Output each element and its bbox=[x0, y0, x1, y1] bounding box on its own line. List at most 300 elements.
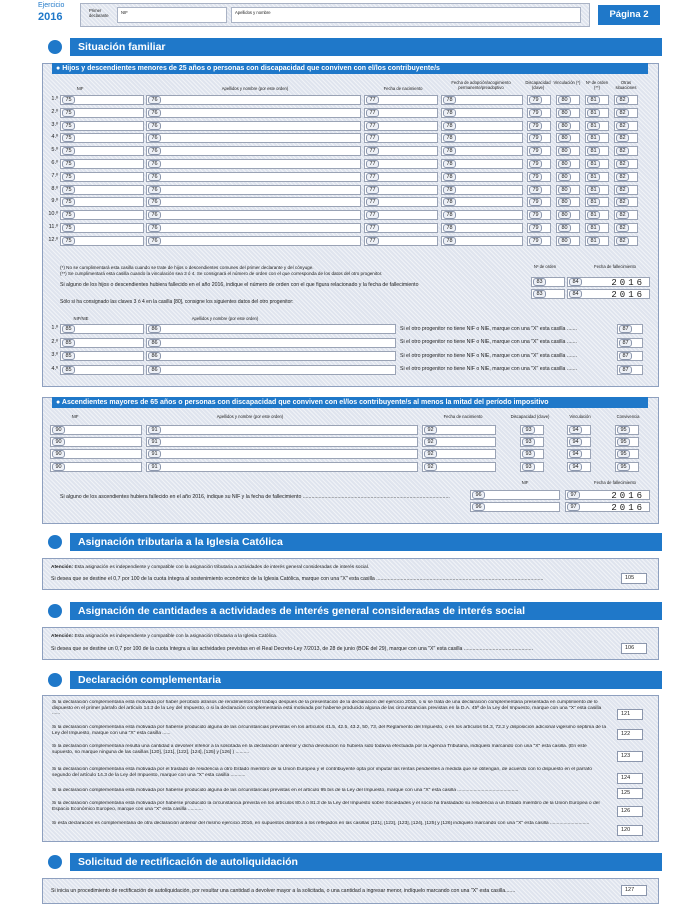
hijos-fallecido-text: Si alguno de los hijos o descendientes hubiera fallecido en el año 2016, indique el número de orden con el que figura relacionado y la fecha de fallecimiento bbox=[60, 282, 419, 288]
hijos-row-field[interactable] bbox=[527, 236, 551, 246]
otro-nif-field-code: 85 bbox=[62, 325, 75, 333]
asc-row-field-code: 95 bbox=[617, 450, 630, 458]
asc-row-field[interactable] bbox=[146, 462, 418, 472]
hijos-row-field[interactable] bbox=[585, 210, 609, 220]
hijos-row-field-code: 75 bbox=[62, 186, 75, 194]
col-apellidos: Apellidos y nombre (por este orden) bbox=[221, 86, 289, 91]
hijos-row-field-code: 80 bbox=[558, 109, 571, 117]
otro-apellidos-field[interactable] bbox=[146, 351, 396, 361]
hijos-row-field[interactable] bbox=[441, 197, 523, 207]
hijos-row-number: 4.º bbox=[51, 134, 58, 141]
hijos-row-field-code: 78 bbox=[443, 134, 456, 142]
complementaria-code: 126 bbox=[621, 808, 631, 814]
hijos-row-field-code: 75 bbox=[62, 160, 75, 168]
hijos-row-field[interactable] bbox=[556, 108, 580, 118]
header-nif-input[interactable]: NIF bbox=[117, 7, 227, 23]
hijos-row-field[interactable] bbox=[556, 185, 580, 195]
header-declarante-box bbox=[80, 3, 590, 27]
page-number: Página 2 bbox=[598, 5, 660, 25]
hijos-row-field[interactable] bbox=[60, 210, 144, 220]
otro-check-box[interactable] bbox=[617, 351, 643, 361]
otro-nif-field[interactable] bbox=[60, 351, 144, 361]
asc-row-field-code: 94 bbox=[569, 463, 582, 471]
hijos-row-field-code: 75 bbox=[62, 96, 75, 104]
hijos-row-field[interactable] bbox=[585, 133, 609, 143]
asc-col-disc: Discapacidad (clave) bbox=[510, 414, 550, 419]
hijos-row-field[interactable] bbox=[146, 223, 361, 233]
col-discapacidad: Discapacidad (clave) bbox=[525, 80, 551, 90]
hijos-row-field-code: 79 bbox=[529, 237, 542, 245]
hijos-row-field[interactable] bbox=[527, 185, 551, 195]
asc-row-field-code: 90 bbox=[52, 438, 65, 446]
hijos-row-field-code: 81 bbox=[587, 147, 600, 155]
asc-row-field-code: 90 bbox=[52, 463, 65, 471]
hijos-row-field[interactable] bbox=[585, 159, 609, 169]
hijos-row-field-code: 80 bbox=[558, 224, 571, 232]
hijos-row-field[interactable] bbox=[585, 172, 609, 182]
complementaria-checkbox[interactable] bbox=[617, 825, 643, 836]
hijos-row-field-code: 78 bbox=[443, 160, 456, 168]
hijos-row-field[interactable] bbox=[585, 236, 609, 246]
note-1: (*) No se cumplimentará esta casilla cuando se trate de hijos o descendientes comunes del primer declarante y del cónyuge. bbox=[60, 265, 314, 270]
hijos-row-field[interactable] bbox=[614, 236, 638, 246]
asc-row-field[interactable] bbox=[422, 462, 496, 472]
hijos-row-field[interactable] bbox=[364, 133, 438, 143]
asc-row-field[interactable] bbox=[615, 425, 639, 435]
asc-fallecido-text: Si alguno de los ascendientes hubiera fallecido en el año 2016, indique su NIF y la fecha de fallecimiento ...................................................................................................... bbox=[60, 494, 450, 500]
complementaria-text: Si la declaración complementaria está motivada por haberse producido alguna de las circunstancias previstas en el artículo 95 bis de la Ley del Impuesto, marque con una "X" esta casilla ............................................. bbox=[52, 788, 519, 793]
hijos-row-field-code: 81 bbox=[587, 134, 600, 142]
asc-row-field[interactable] bbox=[422, 437, 496, 447]
hijos-row-field[interactable] bbox=[146, 121, 361, 131]
hijos-title: ● Hijos y descendientes menores de 25 años o personas con discapacidad que conviven con el/los contribuyente/s bbox=[52, 63, 648, 74]
interes-checkbox[interactable]: 106 bbox=[621, 643, 647, 654]
hijos-row-field-code: 76 bbox=[148, 224, 161, 232]
hijos-row-field[interactable] bbox=[614, 223, 638, 233]
fecha-fall-label: Fecha de fallecimiento bbox=[594, 264, 636, 269]
hijos-row-field-code: 75 bbox=[62, 109, 75, 117]
asc-row-field-code: 92 bbox=[424, 450, 437, 458]
hijos-row-field[interactable] bbox=[146, 108, 361, 118]
complementaria-text: Si la declaración complementaria está motivada por haber percibido atrasos de rendimientos del trabajo después de la presentación de la declaración del ejercicio 2016, o si se trata de una declaración complementaria presentada en cumplimiento de lo dispuesto en el primer párrafo del artículo 14.3 de la Ley del Impuesto, o si la declaración complementaria está motivada por haberse producido alguna de las circunstancias previstas en la D.A. 45ª de la Ley del Impuesto, marque con una "X" esta casilla ...... bbox=[52, 700, 602, 717]
hijos-row-field[interactable] bbox=[614, 108, 638, 118]
hijos-row-field[interactable] bbox=[441, 108, 523, 118]
hijos-row-field[interactable] bbox=[146, 95, 361, 105]
hijos-row-field[interactable] bbox=[441, 185, 523, 195]
bullet-icon bbox=[48, 604, 62, 618]
asc-fall-nif[interactable] bbox=[470, 502, 560, 512]
hijos-row-field-code: 76 bbox=[148, 198, 161, 206]
hijos-row-field[interactable] bbox=[364, 223, 438, 233]
otro-row-number: 4.º bbox=[51, 365, 58, 372]
asc-row-field-code: 90 bbox=[52, 426, 65, 434]
hijos-row-field-code: 80 bbox=[558, 198, 571, 206]
hijos-row-field-code: 79 bbox=[529, 160, 542, 168]
asc-fall-fecha-code: 97 bbox=[567, 491, 580, 499]
hijos-row-number: 7.º bbox=[51, 172, 58, 179]
section-title: Situación familiar bbox=[70, 38, 662, 56]
otro-check-box[interactable] bbox=[617, 365, 643, 375]
hijos-row-field[interactable] bbox=[585, 95, 609, 105]
hijos-row-field-code: 78 bbox=[443, 211, 456, 219]
hijos-row-field[interactable] bbox=[527, 223, 551, 233]
hijos-row-field-code: 78 bbox=[443, 147, 456, 155]
hijos-row-field[interactable] bbox=[60, 95, 144, 105]
hijos-row-field[interactable] bbox=[364, 159, 438, 169]
section-title: Asignación tributaria a la Iglesia Católica bbox=[70, 533, 662, 551]
hijos-row-field[interactable] bbox=[441, 121, 523, 131]
hijos-row-field[interactable] bbox=[441, 159, 523, 169]
complementaria-checkbox[interactable] bbox=[617, 709, 643, 720]
hijos-row-field[interactable] bbox=[585, 185, 609, 195]
hijos-row-field-code: 75 bbox=[62, 147, 75, 155]
hijos-row-field-code: 81 bbox=[587, 211, 600, 219]
hijos-row-field-code: 78 bbox=[443, 109, 456, 117]
otro-check-text: Si el otro progenitor no tiene NIF o NIE, marque con una "X" esta casilla ....... bbox=[400, 325, 577, 332]
hijos-row-field[interactable] bbox=[441, 236, 523, 246]
ejercicio-label: Ejercicio bbox=[38, 2, 65, 9]
complementaria-code: 123 bbox=[621, 753, 631, 759]
hijos-row-field[interactable] bbox=[527, 108, 551, 118]
hijos-row-field[interactable] bbox=[441, 146, 523, 156]
hijos-row-field-code: 77 bbox=[366, 160, 379, 168]
hijos-row-field-code: 77 bbox=[366, 109, 379, 117]
hijos-row-field[interactable] bbox=[60, 133, 144, 143]
asc-row-field[interactable] bbox=[50, 437, 142, 447]
otro-nif-field-code: 85 bbox=[62, 352, 75, 360]
hijos-row-field[interactable] bbox=[60, 185, 144, 195]
hijos-row-field-code: 80 bbox=[558, 173, 571, 181]
asc-row-field[interactable] bbox=[520, 437, 544, 447]
hijos-row-field[interactable] bbox=[146, 133, 361, 143]
bullet-icon bbox=[48, 673, 62, 687]
hijos-row-field-code: 76 bbox=[148, 211, 161, 219]
otro-check-box-code: 87 bbox=[619, 366, 632, 374]
hijos-row-field[interactable] bbox=[527, 121, 551, 131]
otro-nif-field-code: 85 bbox=[62, 339, 75, 347]
otro-apellidos-field[interactable] bbox=[146, 365, 396, 375]
asc-fall-fecha-code: 97 bbox=[567, 503, 580, 511]
hijos-row-field[interactable] bbox=[614, 133, 638, 143]
interes-atencion: Atención: Esta asignación es independiente y compatible con la asignación tributaria a la Iglesia Católica. bbox=[51, 634, 278, 639]
asc-row-field-code: 94 bbox=[569, 426, 582, 434]
asc-row-field[interactable] bbox=[520, 449, 544, 459]
asc-fall-nif-label: NIF bbox=[521, 480, 529, 485]
hijos-row-field[interactable] bbox=[527, 172, 551, 182]
asc-row-field-code: 92 bbox=[424, 463, 437, 471]
section-rectificacion bbox=[48, 853, 662, 871]
asc-row-field[interactable] bbox=[50, 449, 142, 459]
hijos-row-field-code: 81 bbox=[587, 224, 600, 232]
hijos-row-field[interactable] bbox=[146, 210, 361, 220]
asc-fall-fecha[interactable] bbox=[565, 490, 650, 500]
asc-row-field-code: 91 bbox=[148, 438, 161, 446]
hijos-row-field[interactable] bbox=[441, 95, 523, 105]
hijos-row-field[interactable] bbox=[614, 159, 638, 169]
otro-nif-field[interactable] bbox=[60, 324, 144, 334]
otro-check-text: Si el otro progenitor no tiene NIF o NIE, marque con una "X" esta casilla ....... bbox=[400, 366, 577, 372]
hijos-row-field-code: 81 bbox=[587, 96, 600, 104]
hijos-row-field[interactable] bbox=[614, 210, 638, 220]
asc-fall-fecha[interactable] bbox=[565, 502, 650, 512]
hijos-row-field[interactable] bbox=[146, 185, 361, 195]
hijos-row-field[interactable] bbox=[556, 159, 580, 169]
hijos-row-field[interactable] bbox=[585, 108, 609, 118]
hijos-row-field-code: 82 bbox=[616, 224, 629, 232]
hijos-row-field[interactable] bbox=[527, 95, 551, 105]
asc-row-field[interactable] bbox=[615, 462, 639, 472]
otro-check-text: Si el otro progenitor no tiene NIF o NIE, marque con una "X" esta casilla ....... bbox=[400, 339, 577, 345]
asc-row-field[interactable] bbox=[567, 437, 591, 447]
asc-fall-fecha-label: Fecha de fallecimiento bbox=[594, 480, 636, 485]
hijos-row-field-code: 76 bbox=[148, 237, 161, 245]
otro-check-box[interactable] bbox=[617, 324, 643, 334]
section-iglesia bbox=[48, 533, 662, 551]
hijos-row-field[interactable] bbox=[60, 159, 144, 169]
asc-row-field[interactable] bbox=[422, 425, 496, 435]
complementaria-checkbox[interactable] bbox=[617, 788, 643, 799]
hijos-row-field[interactable] bbox=[364, 121, 438, 131]
hijos-row-field-code: 77 bbox=[366, 147, 379, 155]
asc-row-field[interactable] bbox=[422, 449, 496, 459]
note-2: (**) Se cumplimentará esta casilla cuando la vinculación sea 3 ó 4. Se consignará el número de orden con el que corresponda de los datos del otro progenitor. bbox=[60, 271, 383, 276]
hijos-fall-fecha[interactable] bbox=[567, 289, 650, 299]
hijos-row-field[interactable] bbox=[441, 172, 523, 182]
otro-apellidos-field[interactable] bbox=[146, 338, 396, 348]
otro-apellidos-field-code: 86 bbox=[148, 325, 161, 333]
asc-row-field[interactable] bbox=[50, 462, 142, 472]
hijos-row-field[interactable] bbox=[60, 223, 144, 233]
asc-row-field[interactable] bbox=[146, 425, 418, 435]
asc-row-field-code: 95 bbox=[617, 426, 630, 434]
hijos-fall-orden-code: 83 bbox=[533, 290, 546, 298]
asc-row-field[interactable] bbox=[520, 425, 544, 435]
asc-fall-nif[interactable] bbox=[470, 490, 560, 500]
bullet-icon bbox=[48, 855, 62, 869]
asc-row-field-code: 95 bbox=[617, 438, 630, 446]
iglesia-text: Si desea que se destine el 0,7 por 100 de la cuota íntegra al sostenimiento económico de la Iglesia Católica, marque con una "X" esta casilla .................................................................................................................... bbox=[51, 576, 544, 582]
rectificacion-checkbox[interactable]: 127 bbox=[621, 885, 647, 896]
asc-row-field-code: 94 bbox=[569, 450, 582, 458]
hijos-row-field-code: 81 bbox=[587, 186, 600, 194]
otro-check-box[interactable] bbox=[617, 338, 643, 348]
hijos-row-field[interactable] bbox=[556, 121, 580, 131]
complementaria-code: 121 bbox=[621, 711, 631, 717]
asc-row-field[interactable] bbox=[50, 425, 142, 435]
hijos-row-field[interactable] bbox=[614, 172, 638, 182]
hijos-row-field[interactable] bbox=[441, 133, 523, 143]
hijos-row-field[interactable] bbox=[614, 146, 638, 156]
asc-row-field[interactable] bbox=[146, 449, 418, 459]
hijos-row-field-code: 77 bbox=[366, 134, 379, 142]
hijos-row-field[interactable] bbox=[556, 210, 580, 220]
hijos-row-field-code: 78 bbox=[443, 96, 456, 104]
hijos-row-field-code: 80 bbox=[558, 237, 571, 245]
complementaria-text: Si la declaración complementaria resulta una cantidad a devolver inferior a la solicitada en la declaración anterior y dicha devolución no hubiera sido todavía efectuada por la Agencia Tributaria, indíquelo marcando con una "X" esta casilla. (En este supuesto, no marque ninguna de las casillas [120], [121], [122], [124], [125] y [126] ) .......... bbox=[52, 744, 587, 755]
hijos-row-field-code: 81 bbox=[587, 198, 600, 206]
asc-row-field-code: 93 bbox=[522, 463, 535, 471]
hijos-row-field[interactable] bbox=[527, 146, 551, 156]
hijos-row-field[interactable] bbox=[364, 197, 438, 207]
hijos-row-field-code: 81 bbox=[587, 122, 600, 130]
hijos-row-field-code: 78 bbox=[443, 122, 456, 130]
hijos-row-field[interactable] bbox=[60, 108, 144, 118]
hijos-row-field-code: 80 bbox=[558, 147, 571, 155]
hijos-row-field[interactable] bbox=[556, 236, 580, 246]
section-interes-social bbox=[48, 602, 662, 620]
hijos-row-field-code: 81 bbox=[587, 160, 600, 168]
asc-row-field[interactable] bbox=[146, 437, 418, 447]
hijos-row-field[interactable] bbox=[614, 121, 638, 131]
hijos-row-field[interactable] bbox=[556, 146, 580, 156]
hijos-row-field[interactable] bbox=[527, 159, 551, 169]
hijos-row-field[interactable] bbox=[585, 121, 609, 131]
asc-row-field-code: 90 bbox=[52, 450, 65, 458]
hijos-row-field[interactable] bbox=[60, 172, 144, 182]
hijos-row-field[interactable] bbox=[527, 133, 551, 143]
hijos-row-field[interactable] bbox=[614, 197, 638, 207]
hijos-row-field[interactable] bbox=[364, 185, 438, 195]
hijos-row-field[interactable] bbox=[441, 210, 523, 220]
ejercicio-year: 2016 bbox=[38, 11, 63, 23]
asc-row-field-code: 95 bbox=[617, 463, 630, 471]
hijos-row-field-code: 79 bbox=[529, 109, 542, 117]
hijos-row-field-code: 82 bbox=[616, 109, 629, 117]
asc-row-field-code: 92 bbox=[424, 426, 437, 434]
hijos-row-field[interactable] bbox=[556, 133, 580, 143]
otro-progenitor-text: Sólo si ha consignado las claves 3 ó 4 en la casilla [80], consigne los siguientes datos del otro progenitor: bbox=[60, 299, 294, 305]
hijos-row-field[interactable] bbox=[364, 108, 438, 118]
interes-panel bbox=[42, 627, 659, 660]
otro-apellidos-field-code: 86 bbox=[148, 339, 161, 347]
hijos-row-field-code: 82 bbox=[616, 147, 629, 155]
hijos-row-field[interactable] bbox=[614, 185, 638, 195]
hijos-row-field-code: 77 bbox=[366, 122, 379, 130]
hijos-row-field[interactable] bbox=[60, 197, 144, 207]
otro-check-text: Si el otro progenitor no tiene NIF o NIE, marque con una "X" esta casilla ....... bbox=[400, 352, 577, 359]
hijos-row-field-code: 79 bbox=[529, 96, 542, 104]
hijos-row-number: 12.º bbox=[48, 236, 58, 243]
hijos-row-field[interactable] bbox=[364, 210, 438, 220]
hijos-row-field[interactable] bbox=[146, 197, 361, 207]
hijos-row-field-code: 79 bbox=[529, 147, 542, 155]
complementaria-code: 120 bbox=[621, 827, 631, 833]
hijos-row-field[interactable] bbox=[585, 146, 609, 156]
hijos-row-field[interactable] bbox=[60, 236, 144, 246]
hijos-row-field-code: 79 bbox=[529, 186, 542, 194]
primer-declarante-label: Primer declarante bbox=[89, 8, 109, 18]
asc-row-field-code: 93 bbox=[522, 426, 535, 434]
hijos-row-field-code: 82 bbox=[616, 96, 629, 104]
asc-fall-year: 2016 bbox=[611, 503, 645, 513]
hijos-row-field-code: 82 bbox=[616, 198, 629, 206]
hijos-row-field[interactable] bbox=[364, 236, 438, 246]
hijos-row-field[interactable] bbox=[146, 146, 361, 156]
col-orden: Nº de orden (**) bbox=[585, 80, 609, 90]
complementaria-checkbox[interactable] bbox=[617, 773, 643, 784]
otro-apellidos-field-code: 86 bbox=[148, 352, 161, 360]
complementaria-checkbox[interactable] bbox=[617, 729, 643, 740]
hijos-row-field-code: 79 bbox=[529, 211, 542, 219]
hijos-fall-orden[interactable] bbox=[531, 289, 565, 299]
complementaria-code: 125 bbox=[621, 790, 631, 796]
hijos-row-field[interactable] bbox=[364, 146, 438, 156]
hijos-fall-orden[interactable] bbox=[531, 277, 565, 287]
hijos-row-field[interactable] bbox=[527, 210, 551, 220]
asc-row-field[interactable] bbox=[567, 462, 591, 472]
otro-nif-field[interactable] bbox=[60, 338, 144, 348]
hijos-row-number: 5.º bbox=[51, 147, 58, 154]
hijos-row-field[interactable] bbox=[585, 197, 609, 207]
hijos-row-field[interactable] bbox=[585, 223, 609, 233]
hijos-row-field[interactable] bbox=[146, 159, 361, 169]
section-complementaria bbox=[48, 671, 662, 689]
asc-row-field[interactable] bbox=[615, 437, 639, 447]
hijos-row-field[interactable] bbox=[527, 197, 551, 207]
section-title: Asignación de cantidades a actividades de interés general consideradas de interés social bbox=[70, 602, 662, 620]
asc-row-field[interactable] bbox=[615, 449, 639, 459]
complementaria-checkbox[interactable] bbox=[617, 751, 643, 762]
hijos-row-field-code: 78 bbox=[443, 237, 456, 245]
asc-row-field-code: 92 bbox=[424, 438, 437, 446]
otro-row-number: 3.º bbox=[51, 352, 58, 358]
asc-row-field-code: 91 bbox=[148, 450, 161, 458]
hijos-fall-fecha[interactable] bbox=[567, 277, 650, 287]
hijos-row-field-code: 75 bbox=[62, 224, 75, 232]
otro-row-number: 2.º bbox=[51, 338, 58, 345]
hijos-row-field-code: 75 bbox=[62, 134, 75, 142]
hijos-row-field-code: 79 bbox=[529, 134, 542, 142]
hijos-row-field[interactable] bbox=[556, 223, 580, 233]
hijos-row-field[interactable] bbox=[614, 95, 638, 105]
asc-row-field-code: 91 bbox=[148, 426, 161, 434]
asc-row-field-code: 91 bbox=[148, 463, 161, 471]
hijos-row-field[interactable] bbox=[60, 121, 144, 131]
hijos-row-field-code: 81 bbox=[587, 109, 600, 117]
otro-apellidos-field[interactable] bbox=[146, 324, 396, 334]
col-fecha-nac: Fecha de nacimiento bbox=[383, 86, 423, 91]
hijos-row-field[interactable] bbox=[556, 95, 580, 105]
otro-nif-field[interactable] bbox=[60, 365, 144, 375]
iglesia-panel bbox=[42, 558, 659, 590]
hijos-row-field-code: 76 bbox=[148, 147, 161, 155]
asc-fall-nif-code: 96 bbox=[472, 491, 485, 499]
hijos-row-number: 8.º bbox=[51, 185, 58, 192]
hijos-row-field-code: 75 bbox=[62, 122, 75, 130]
hijos-row-field[interactable] bbox=[146, 172, 361, 182]
hijos-row-field-code: 77 bbox=[366, 198, 379, 206]
hijos-row-field[interactable] bbox=[146, 236, 361, 246]
iglesia-atencion: Atención: Esta asignación es independiente y compatible con la asignación tributaria a actividades de interés general consideradas de interés social. bbox=[51, 565, 370, 570]
iglesia-checkbox[interactable]: 105 bbox=[621, 573, 647, 584]
hijos-row-field[interactable] bbox=[364, 172, 438, 182]
hijos-row-field-code: 79 bbox=[529, 224, 542, 232]
complementaria-checkbox[interactable] bbox=[617, 806, 643, 817]
hijos-row-field[interactable] bbox=[556, 197, 580, 207]
header-apellidos-input[interactable]: Apellidos y nombre bbox=[231, 7, 581, 23]
hijos-row-field[interactable] bbox=[364, 95, 438, 105]
hijos-row-field-code: 80 bbox=[558, 211, 571, 219]
hijos-row-field-code: 77 bbox=[366, 237, 379, 245]
asc-row-field[interactable] bbox=[567, 425, 591, 435]
hijos-row-field[interactable] bbox=[60, 146, 144, 156]
otro-check-box-code: 87 bbox=[619, 339, 632, 347]
asc-row-field[interactable] bbox=[567, 449, 591, 459]
asc-row-field[interactable] bbox=[520, 462, 544, 472]
hijos-row-field[interactable] bbox=[441, 223, 523, 233]
hijos-row-field[interactable] bbox=[556, 172, 580, 182]
hijos-row-number: 10.º bbox=[48, 211, 58, 218]
